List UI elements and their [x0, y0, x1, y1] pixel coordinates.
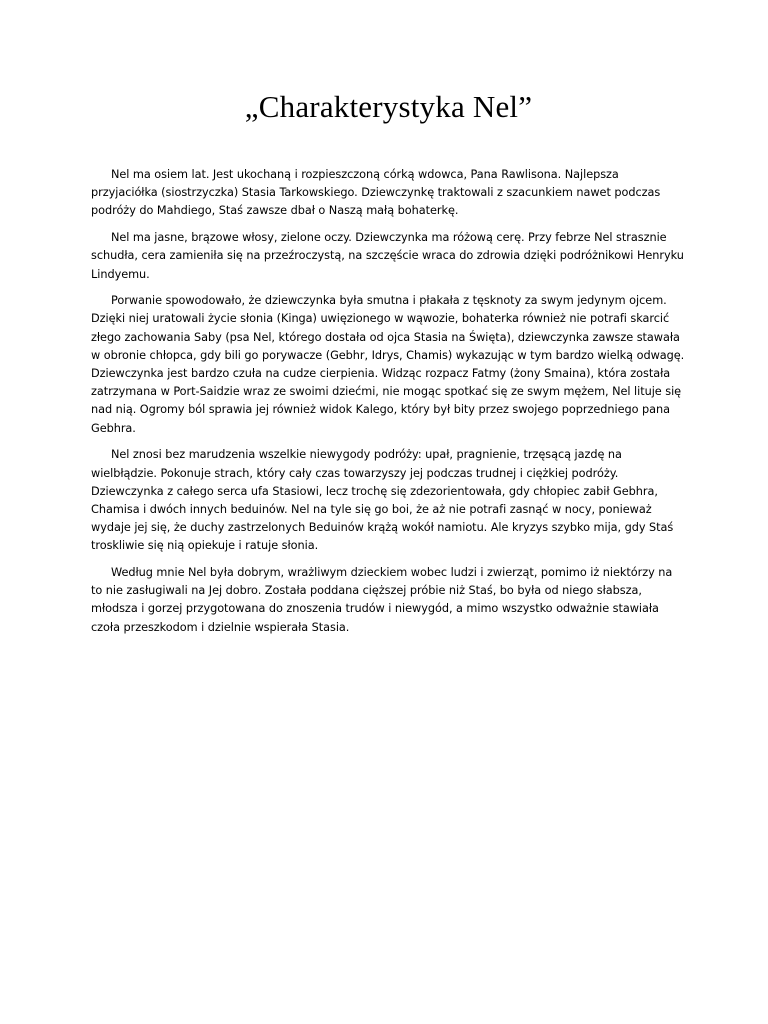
paragraph-conclusion: Według mnie Nel była dobrym, wrażliwym dzieckiem wobec ludzi i zwierząt, pomimo iż niektórzy na to nie zasługiwali na Jej dobro. Została poddana cięższej próbie niż Staś, bo była od niego słabsza, młodsza i gorzej przygotowana do znoszenia trudów i niewygód, a mimo wszystko odważnie stawiała czoła przeszkodom i dzielnie wspierała Stasia. [91, 566, 673, 634]
paragraph-character: Porwanie spowodowało, że dziewczynka była smutna i płakała z tęsknoty za swym jedynym ojcem. Dzięki niej uratowali życie słonia (Kinga) uwięzionego w wąwozie, bohaterka również nie potrafi skarcić złego zachowania Saby (psa Nel, którego dostała od ojca Stasia na Święta), dziewczynka zawsze stawała w obronie chłopca, gdy bili go porywacze (Gebhr, Idrys, Chamis) wykazując w tym bardzo wielką odwagę. Dziewczynka jest bardzo czuła na cudze cierpienia. Widząc rozpacz Fatmy (żony Smaina), która została zatrzymana w Port-Saidzie wraz ze swoimi dziećmi, nie mogąc spotkać się ze swym mężem, Nel lituje się nad nią. Ogromy ból sprawia jej również widok Kalego, który był bity przez swojego poprzedniego pana Gebhra. [91, 294, 685, 435]
paragraph-journey: Nel znosi bez marudzenia wszelkie niewygody podróży: upał, pragnienie, trzęsącą jazdę na wielbłądzie. Pokonuje strach, który cały czas towarzyszy jej podczas trudnej i ciężkiej podróży. Dziewczynka z całego serca ufa Stasiowi, lecz trochę się zdezorientowała, gdy chłopiec zabił Gebhra, Chamisa i dwóch innych beduinów. Nel na tyle się go boi, że aż nie potrafi zasnąć w nocy, ponieważ wydaje jej się, że duchy zastrzelonych Beduinów krążą wokół namiotu. Ale kryzys szybko mija, gdy Staś troskliwie się nią opiekuje i ratuje słonia. [91, 448, 674, 553]
paragraph-appearance: Nel ma jasne, brązowe włosy, zielone oczy. Dziewczynka ma różową cerę. Przy febrze Nel strasznie schudła, cera zamieniła się na przeźroczystą, na szczęście wraca do zdrowia dzięki podróżnikowi Henryku Lindyemu. [91, 231, 684, 281]
document-title: „Charakterystyka Nel” [244, 89, 533, 124]
paragraph-intro: Nel ma osiem lat. Jest ukochaną i rozpieszczoną córką wdowca, Pana Rawlisona. Najlepsza przyjaciółka (siostrzyczka) Stasia Tarkowskiego. Dziewczynkę traktowali z szacunkiem nawet podczas podróży do Mahdiego, Staś zawsze dbał o Naszą małą bohaterkę. [91, 168, 661, 218]
